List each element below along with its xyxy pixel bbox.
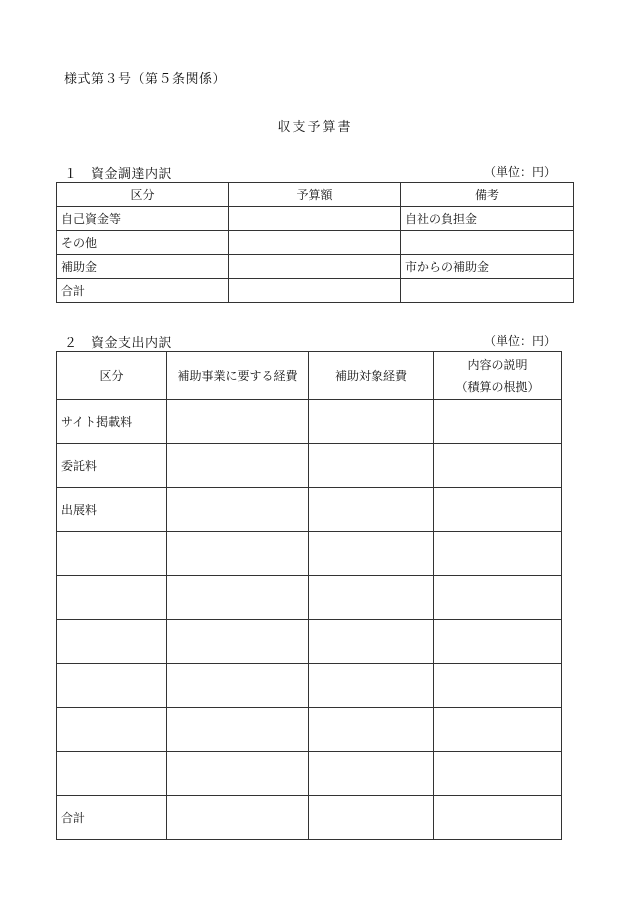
section2-heading: ２ 資金支出内訳 [64,336,173,351]
description-cell[interactable] [434,752,562,796]
table-header-row [57,352,562,400]
project-cost-cell[interactable] [167,620,309,664]
budget-amount-cell[interactable] [229,207,401,231]
description-cell[interactable] [434,576,562,620]
form-number: 様式第３号（第５条関係） [64,72,227,87]
column-header: 備考 [401,183,574,207]
section2-unit-label: （単位：円） [484,334,557,348]
description-cell[interactable] [434,796,562,840]
category-cell: 補助金 [57,255,229,279]
category-cell: サイト掲載料 [57,400,167,444]
project-cost-cell[interactable] [167,400,309,444]
category-cell: 委託料 [57,444,167,488]
section1-unit-label: （単位：円） [484,165,557,179]
funding-sources-table [56,182,574,303]
eligible-cost-cell[interactable] [309,576,434,620]
budget-amount-cell[interactable] [229,231,401,255]
eligible-cost-cell[interactable] [309,400,434,444]
category-cell: 自己資金等 [57,207,229,231]
category-cell: その他 [57,231,229,255]
expenditure-table [56,351,562,840]
description-cell[interactable] [434,708,562,752]
category-cell[interactable] [57,576,167,620]
table-row [57,255,574,279]
column-header: 区分 [57,352,167,400]
eligible-cost-cell[interactable] [309,532,434,576]
table-row [57,752,562,796]
description-cell[interactable] [434,488,562,532]
table-row [57,207,574,231]
description-cell[interactable] [434,620,562,664]
eligible-cost-cell[interactable] [309,444,434,488]
eligible-cost-cell[interactable] [309,664,434,708]
column-header: 予算額 [229,183,401,207]
remarks-cell: 市からの補助金 [401,255,574,279]
project-cost-cell[interactable] [167,488,309,532]
table-header-row [57,183,574,207]
project-cost-cell[interactable] [167,708,309,752]
column-header: 補助事業に要する経費 [167,352,309,400]
table-row [57,796,562,840]
table-row [57,231,574,255]
description-cell[interactable] [434,532,562,576]
description-cell[interactable] [434,664,562,708]
description-header-line1: 内容の説明 [467,357,528,372]
eligible-cost-cell[interactable] [309,796,434,840]
description-header-line2: （積算の根拠） [455,379,540,394]
column-header: 補助対象経費 [309,352,434,400]
eligible-cost-cell[interactable] [309,620,434,664]
column-header [434,352,562,400]
budget-amount-cell[interactable] [229,279,401,303]
eligible-cost-cell[interactable] [309,752,434,796]
table-row [57,400,562,444]
column-header: 区分 [57,183,229,207]
eligible-cost-cell[interactable] [309,708,434,752]
project-cost-cell[interactable] [167,444,309,488]
table-row [57,488,562,532]
project-cost-cell[interactable] [167,752,309,796]
project-cost-cell[interactable] [167,576,309,620]
description-cell[interactable] [434,444,562,488]
table-row [57,444,562,488]
description-cell[interactable] [434,400,562,444]
category-cell: 合計 [57,279,229,303]
section1-heading: １ 資金調達内訳 [64,167,173,182]
category-cell[interactable] [57,620,167,664]
table-row [57,664,562,708]
table-row [57,708,562,752]
category-cell[interactable] [57,708,167,752]
table-row [57,620,562,664]
category-cell: 出展料 [57,488,167,532]
project-cost-cell[interactable] [167,532,309,576]
project-cost-cell[interactable] [167,796,309,840]
table-row [57,279,574,303]
project-cost-cell[interactable] [167,664,309,708]
category-cell[interactable] [57,752,167,796]
remarks-cell [401,231,574,255]
category-cell[interactable] [57,664,167,708]
eligible-cost-cell[interactable] [309,488,434,532]
remarks-cell [401,279,574,303]
category-cell[interactable] [57,532,167,576]
category-cell: 合計 [57,796,167,840]
table-row [57,576,562,620]
document-title: 収支予算書 [277,120,353,135]
table-row [57,532,562,576]
budget-amount-cell[interactable] [229,255,401,279]
remarks-cell: 自社の負担金 [401,207,574,231]
